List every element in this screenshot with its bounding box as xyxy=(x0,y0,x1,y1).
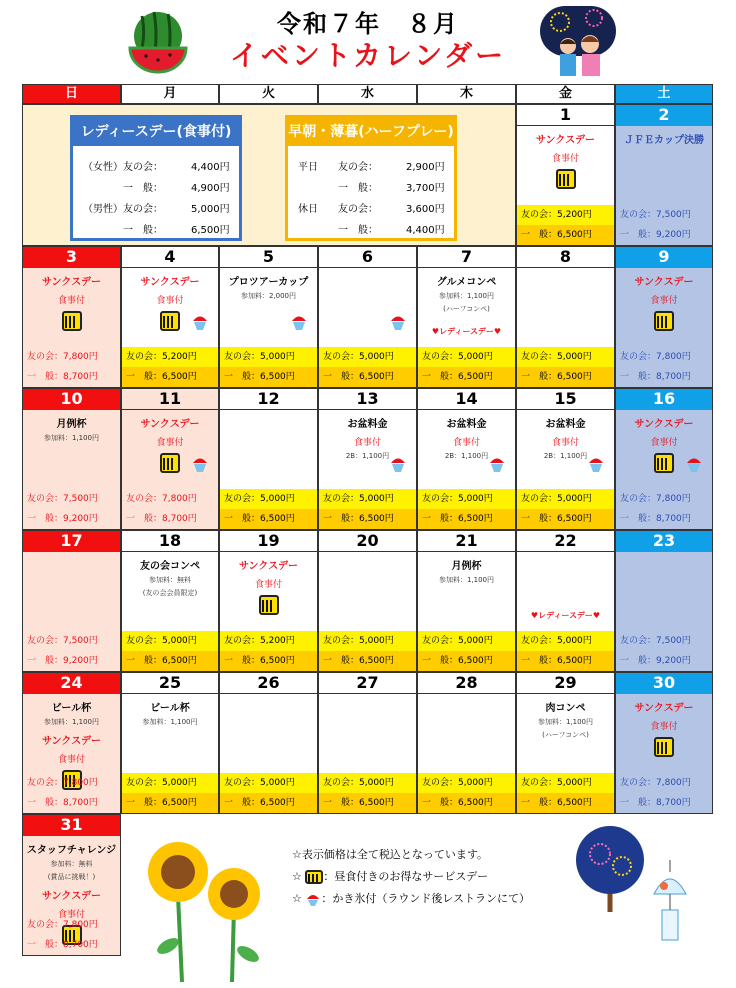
day-number: 16 xyxy=(616,389,712,410)
general-price: 一 般：6,500円 xyxy=(220,509,317,529)
fork-knife-icon xyxy=(160,453,180,473)
day-number: 13 xyxy=(319,389,416,410)
day-cell-24[interactable] xyxy=(22,672,121,814)
general-price: 一 般：6,500円 xyxy=(418,509,515,529)
event-line: サンクスデー xyxy=(634,277,694,288)
event-line: サンクスデー xyxy=(239,561,298,572)
day-number: 10 xyxy=(23,389,120,410)
weekday-header-0: 日 xyxy=(22,84,121,104)
day-number: 22 xyxy=(517,531,614,552)
day-cell-13[interactable] xyxy=(318,388,417,530)
general-price: 一 般：8,700円 xyxy=(27,940,98,950)
day-cell-29[interactable] xyxy=(516,672,615,814)
day-number: 19 xyxy=(220,531,317,552)
price-block xyxy=(319,489,416,529)
ladies-day-banner-price: 5,000円 xyxy=(191,204,230,215)
member-price: 友の会：5,200円 xyxy=(220,631,317,651)
member-price: 友の会：5,000円 xyxy=(319,347,416,367)
event-line: (賞品に挑戦！) xyxy=(47,873,96,881)
day-cell-5[interactable] xyxy=(219,246,318,388)
day-cell-12[interactable] xyxy=(219,388,318,530)
event-line: 2B：1,100円 xyxy=(345,452,390,460)
early-dusk-banner-price: 2,900円 xyxy=(406,162,445,173)
member-price: 友の会：7,500円 xyxy=(620,636,691,646)
price-block xyxy=(517,205,614,245)
event-line: お盆料金 xyxy=(347,419,388,430)
day-cell-3[interactable] xyxy=(22,246,121,388)
general-price: 一 般：9,200円 xyxy=(27,656,98,666)
event-line: (ハーフコンペ) xyxy=(443,305,490,313)
event-line: 参加料：1,100円 xyxy=(43,434,100,442)
event-line: ビール杯 xyxy=(150,703,190,714)
event-line: 食事付 xyxy=(650,296,678,306)
event-line: サンクスデー xyxy=(536,135,595,146)
event-line: 食事付 xyxy=(650,722,678,732)
general-price: 一 般：8,700円 xyxy=(620,514,691,524)
day-number: 30 xyxy=(616,673,712,694)
ladies-day-banner-kind: 一 般： xyxy=(123,225,163,236)
weekday-header-1: 月 xyxy=(121,84,219,104)
event-line: サンクスデー xyxy=(140,419,200,430)
event-line: サンクスデー xyxy=(634,703,694,714)
day-cell-14[interactable] xyxy=(417,388,516,530)
event-line: ビール杯 xyxy=(51,703,92,714)
fork-knife-icon xyxy=(62,311,82,331)
day-cell-6[interactable] xyxy=(318,246,417,388)
price-block xyxy=(418,347,515,387)
event-line: サンクスデー xyxy=(42,277,101,288)
event-line: 食事付 xyxy=(353,438,381,448)
event-line: 食事付 xyxy=(650,438,678,448)
early-dusk-banner-who: 休日 xyxy=(298,204,318,215)
general-price: 一 般：6,500円 xyxy=(418,651,515,671)
member-price: 友の会：5,000円 xyxy=(319,489,416,509)
member-price: 友の会：7,800円 xyxy=(27,352,98,362)
event-line: ♥レディースデー♥ xyxy=(431,327,502,336)
day-cell-27[interactable] xyxy=(318,672,417,814)
day-number: 11 xyxy=(122,389,218,410)
day-number: 5 xyxy=(220,247,317,268)
event-line: 参加料：1,100円 xyxy=(43,718,100,726)
early-dusk-banner-kind: 友の会： xyxy=(338,204,378,215)
price-block xyxy=(220,631,317,671)
day-cell-17[interactable] xyxy=(22,530,121,672)
early-dusk-banner-who: 平日 xyxy=(298,162,318,173)
day-cell-1[interactable] xyxy=(516,104,615,246)
member-price: 友の会：5,000円 xyxy=(418,489,515,509)
general-price: 一 般：8,700円 xyxy=(27,372,98,382)
event-line: 食事付 xyxy=(156,296,184,306)
note-meal-service: ☆ ：昼食付きのお得なサービスデー xyxy=(292,870,489,883)
day-cell-31[interactable] xyxy=(22,814,121,956)
ladies-day-banner-kind: 友の会： xyxy=(123,204,163,215)
day-cell-20[interactable] xyxy=(318,530,417,672)
price-block xyxy=(23,347,120,387)
page-title-event-calendar: イベントカレンダー xyxy=(229,39,507,72)
fork-knife-icon xyxy=(160,311,180,331)
weekday-header-6: 土 xyxy=(615,84,713,104)
note-tax-included: ☆表示価格は全て税込となっています。 xyxy=(292,848,488,861)
price-block xyxy=(23,773,120,813)
price-block xyxy=(122,489,218,529)
shaved-ice-icon xyxy=(390,455,406,473)
day-number: 1 xyxy=(517,105,614,126)
price-block xyxy=(319,347,416,387)
event-line: 食事付 xyxy=(156,438,184,448)
member-price: 友の会：5,200円 xyxy=(122,347,218,367)
member-price: 友の会：5,000円 xyxy=(418,347,515,367)
event-line: 月例杯 xyxy=(56,419,87,430)
event-line: ♥レディースデー♥ xyxy=(530,611,601,620)
day-number: 20 xyxy=(319,531,416,552)
day-cell-19[interactable] xyxy=(219,530,318,672)
price-block xyxy=(517,347,614,387)
event-line: サンクスデー xyxy=(42,891,101,902)
member-price: 友の会：5,000円 xyxy=(418,773,515,793)
fork-knife-icon xyxy=(305,870,323,884)
event-line: (友の会会員限定) xyxy=(142,589,198,597)
day-number: 28 xyxy=(418,673,515,694)
price-block xyxy=(319,773,416,813)
price-block xyxy=(23,631,120,671)
fireworks-family-icon xyxy=(538,4,618,80)
general-price: 一 般：6,500円 xyxy=(517,225,614,245)
price-block xyxy=(122,631,218,671)
event-line: 参加料：1,100円 xyxy=(537,718,594,726)
price-block xyxy=(319,631,416,671)
member-price: 友の会：7,800円 xyxy=(27,920,98,930)
general-price: 一 般：9,200円 xyxy=(620,230,691,240)
event-line: 参加料：1,100円 xyxy=(438,576,495,584)
member-price: 友の会：5,000円 xyxy=(517,773,614,793)
general-price: 一 般：6,500円 xyxy=(122,793,218,813)
event-line: プロツアーカップ xyxy=(228,277,309,288)
general-price: 一 般：6,500円 xyxy=(319,793,416,813)
member-price: 友の会：5,000円 xyxy=(319,631,416,651)
day-number: 27 xyxy=(319,673,416,694)
event-line: 食事付 xyxy=(254,580,282,590)
day-number: 3 xyxy=(23,247,120,268)
general-price: 一 般：6,500円 xyxy=(319,367,416,387)
day-number: 26 xyxy=(220,673,317,694)
day-number: 21 xyxy=(418,531,515,552)
event-line: 食事付 xyxy=(452,438,480,448)
day-number: 18 xyxy=(122,531,218,552)
event-line: 参加料：無料 xyxy=(149,576,191,584)
member-price: 友の会：5,000円 xyxy=(418,631,515,651)
member-price: 友の会：7,500円 xyxy=(620,210,691,220)
day-cell-15[interactable] xyxy=(516,388,615,530)
fork-knife-icon xyxy=(259,595,279,615)
ladies-day-banner-price: 4,900円 xyxy=(191,183,230,194)
event-line: 月例杯 xyxy=(451,561,482,572)
general-price: 一 般：9,200円 xyxy=(27,514,98,524)
general-price: 一 般：8,700円 xyxy=(620,798,691,808)
general-price: 一 般：6,500円 xyxy=(517,367,614,387)
event-line: 食事付 xyxy=(551,154,579,164)
day-number: 14 xyxy=(418,389,515,410)
wind-chime-icon xyxy=(650,860,690,946)
shaved-ice-icon xyxy=(489,455,505,473)
member-price: 友の会：5,000円 xyxy=(220,489,317,509)
weekday-header-4: 木 xyxy=(417,84,516,104)
general-price: 一 般：9,200円 xyxy=(620,656,691,666)
event-line: 2B：1,100円 xyxy=(543,452,588,460)
event-line: サンクスデー xyxy=(140,277,200,288)
day-cell-22[interactable] xyxy=(516,530,615,672)
shaved-ice-icon xyxy=(192,313,208,331)
shaved-ice-icon xyxy=(390,313,406,331)
ladies-day-banner-who: （女性） xyxy=(83,162,123,173)
event-line: 食事付 xyxy=(57,296,85,306)
member-price: 友の会：7,800円 xyxy=(27,778,98,788)
day-number: 15 xyxy=(517,389,614,410)
day-cell-23[interactable] xyxy=(615,530,713,672)
day-number: 4 xyxy=(122,247,218,268)
fork-knife-icon xyxy=(654,453,674,473)
general-price: 一 般：6,500円 xyxy=(418,793,515,813)
shaved-ice-icon xyxy=(686,455,702,473)
general-price: 一 般：6,500円 xyxy=(220,793,317,813)
member-price: 友の会：7,500円 xyxy=(27,494,98,504)
general-price: 一 般：8,700円 xyxy=(620,372,691,382)
day-number: 23 xyxy=(616,531,712,552)
member-price: 友の会：5,000円 xyxy=(122,631,218,651)
day-cell-25[interactable] xyxy=(121,672,219,814)
day-cell-26[interactable] xyxy=(219,672,318,814)
early-dusk-banner-kind: 一 般： xyxy=(338,225,378,236)
day-number: 9 xyxy=(616,247,712,268)
page-title-year-month: 令和７年 ８月 xyxy=(277,10,459,38)
early-dusk-banner-kind: 一 般： xyxy=(338,183,378,194)
event-line: 肉コンペ xyxy=(545,703,586,714)
day-cell-7[interactable] xyxy=(417,246,516,388)
ladies-day-banner-kind: 一 般： xyxy=(123,183,163,194)
event-line: スタッフチャレンジ xyxy=(26,845,117,856)
early-dusk-banner-title: 早朝・薄暮(ハーフプレー) xyxy=(288,118,454,146)
price-block xyxy=(23,915,120,955)
general-price: 一 般：6,500円 xyxy=(418,367,515,387)
shaved-ice-icon xyxy=(588,455,604,473)
fork-knife-icon xyxy=(654,311,674,331)
general-price: 一 般：6,500円 xyxy=(220,367,317,387)
general-price: 一 般：6,500円 xyxy=(122,367,218,387)
day-cell-2[interactable] xyxy=(615,104,713,246)
price-block xyxy=(122,773,218,813)
member-price: 友の会：5,000円 xyxy=(220,773,317,793)
price-block xyxy=(23,489,120,529)
event-line: ＪＦＥカップ決勝 xyxy=(624,135,704,146)
day-cell-11[interactable] xyxy=(121,388,219,530)
day-cell-10[interactable] xyxy=(22,388,121,530)
member-price: 友の会：7,800円 xyxy=(620,494,691,504)
ladies-day-banner-kind: 友の会： xyxy=(123,162,163,173)
general-price: 一 般：6,500円 xyxy=(220,651,317,671)
day-cell-21[interactable] xyxy=(417,530,516,672)
early-dusk-banner-kind: 友の会： xyxy=(338,162,378,173)
event-line: 友の会コンペ xyxy=(140,561,200,572)
ladies-day-banner-title: レディースデー(食事付) xyxy=(73,118,239,146)
member-price: 友の会：7,500円 xyxy=(27,636,98,646)
member-price: 友の会：5,000円 xyxy=(319,773,416,793)
price-block xyxy=(616,773,712,813)
general-price: 一 般：6,500円 xyxy=(517,651,614,671)
day-number: 8 xyxy=(517,247,614,268)
ladies-day-banner-price: 4,400円 xyxy=(191,162,230,173)
event-line: お盆料金 xyxy=(446,419,487,430)
member-price: 友の会：5,000円 xyxy=(122,773,218,793)
day-number: 17 xyxy=(23,531,120,552)
member-price: 友の会：7,800円 xyxy=(620,778,691,788)
member-price: 友の会：7,800円 xyxy=(620,352,691,362)
day-number: 7 xyxy=(418,247,515,268)
general-price: 一 般：6,500円 xyxy=(517,509,614,529)
shaved-ice-icon xyxy=(291,313,307,331)
early-dusk-banner-price: 3,700円 xyxy=(406,183,445,194)
price-block xyxy=(517,631,614,671)
uchiwa-fan-icon xyxy=(572,824,652,914)
banner-area xyxy=(22,104,516,246)
day-cell-30[interactable] xyxy=(615,672,713,814)
early-dusk-banner-price: 3,600円 xyxy=(406,204,445,215)
weekday-header-5: 金 xyxy=(516,84,615,104)
event-line: 食事付 xyxy=(57,755,85,765)
ladies-day-banner-price: 6,500円 xyxy=(191,225,230,236)
general-price: 一 般：8,700円 xyxy=(27,798,98,808)
general-price: 一 般：6,500円 xyxy=(122,651,218,671)
event-line: 参加料：1,100円 xyxy=(142,718,198,726)
weekday-header-3: 水 xyxy=(318,84,417,104)
day-number: 6 xyxy=(319,247,416,268)
early-dusk-banner xyxy=(285,115,457,241)
event-line: 参加料：無料 xyxy=(50,860,93,868)
day-cell-8[interactable] xyxy=(516,246,615,388)
early-dusk-banner-price: 4,400円 xyxy=(406,225,445,236)
weekday-header-2: 火 xyxy=(219,84,318,104)
price-block xyxy=(220,347,317,387)
watermelon-icon xyxy=(128,8,188,74)
day-cell-16[interactable] xyxy=(615,388,713,530)
member-price: 友の会：5,000円 xyxy=(220,347,317,367)
day-number: 29 xyxy=(517,673,614,694)
event-line: 食事付 xyxy=(57,910,85,920)
price-block xyxy=(616,347,712,387)
general-price: 一 般：6,500円 xyxy=(517,793,614,813)
fork-knife-icon xyxy=(556,169,576,189)
price-block xyxy=(418,631,515,671)
event-line: お盆料金 xyxy=(545,419,586,430)
day-number: 25 xyxy=(122,673,218,694)
member-price: 友の会：7,800円 xyxy=(126,494,197,504)
day-number: 24 xyxy=(23,673,120,694)
member-price: 友の会：5,000円 xyxy=(517,489,614,509)
day-cell-4[interactable] xyxy=(121,246,219,388)
ladies-day-banner xyxy=(70,115,242,241)
price-block xyxy=(220,489,317,529)
day-number: 2 xyxy=(616,105,712,126)
price-block xyxy=(122,347,218,387)
event-line: サンクスデー xyxy=(42,736,101,747)
general-price: 一 般：8,700円 xyxy=(126,514,197,524)
price-block xyxy=(418,489,515,529)
day-number: 12 xyxy=(220,389,317,410)
shaved-ice-icon xyxy=(192,455,208,473)
price-block xyxy=(220,773,317,813)
price-block xyxy=(517,773,614,813)
price-block xyxy=(418,773,515,813)
event-line: 2B：1,100円 xyxy=(444,452,489,460)
event-line: 参加料：2,000円 xyxy=(240,292,297,300)
note-shaved-ice: ☆ ：かき氷付（ラウンド後レストランにて） xyxy=(292,892,531,905)
shaved-ice-icon xyxy=(305,891,321,907)
price-block xyxy=(517,489,614,529)
ladies-day-banner-who: （男性） xyxy=(83,204,123,215)
event-line: サンクスデー xyxy=(634,419,694,430)
member-price: 友の会：5,000円 xyxy=(517,347,614,367)
price-block xyxy=(616,631,712,671)
member-price: 友の会：5,000円 xyxy=(517,631,614,651)
day-cell-28[interactable] xyxy=(417,672,516,814)
general-price: 一 般：6,500円 xyxy=(319,509,416,529)
day-cell-18[interactable] xyxy=(121,530,219,672)
event-line: 食事付 xyxy=(551,438,579,448)
event-line: 参加料：1,100円 xyxy=(438,292,495,300)
day-number: 31 xyxy=(23,815,120,836)
fork-knife-icon xyxy=(654,737,674,757)
event-line: (ハーフコンペ) xyxy=(542,731,589,739)
general-price: 一 般：6,500円 xyxy=(319,651,416,671)
price-block xyxy=(616,205,712,245)
sunflower-icon xyxy=(148,836,268,982)
price-block xyxy=(616,489,712,529)
member-price: 友の会：5,200円 xyxy=(517,205,614,225)
day-cell-9[interactable] xyxy=(615,246,713,388)
event-line: グルメコンペ xyxy=(436,277,497,288)
